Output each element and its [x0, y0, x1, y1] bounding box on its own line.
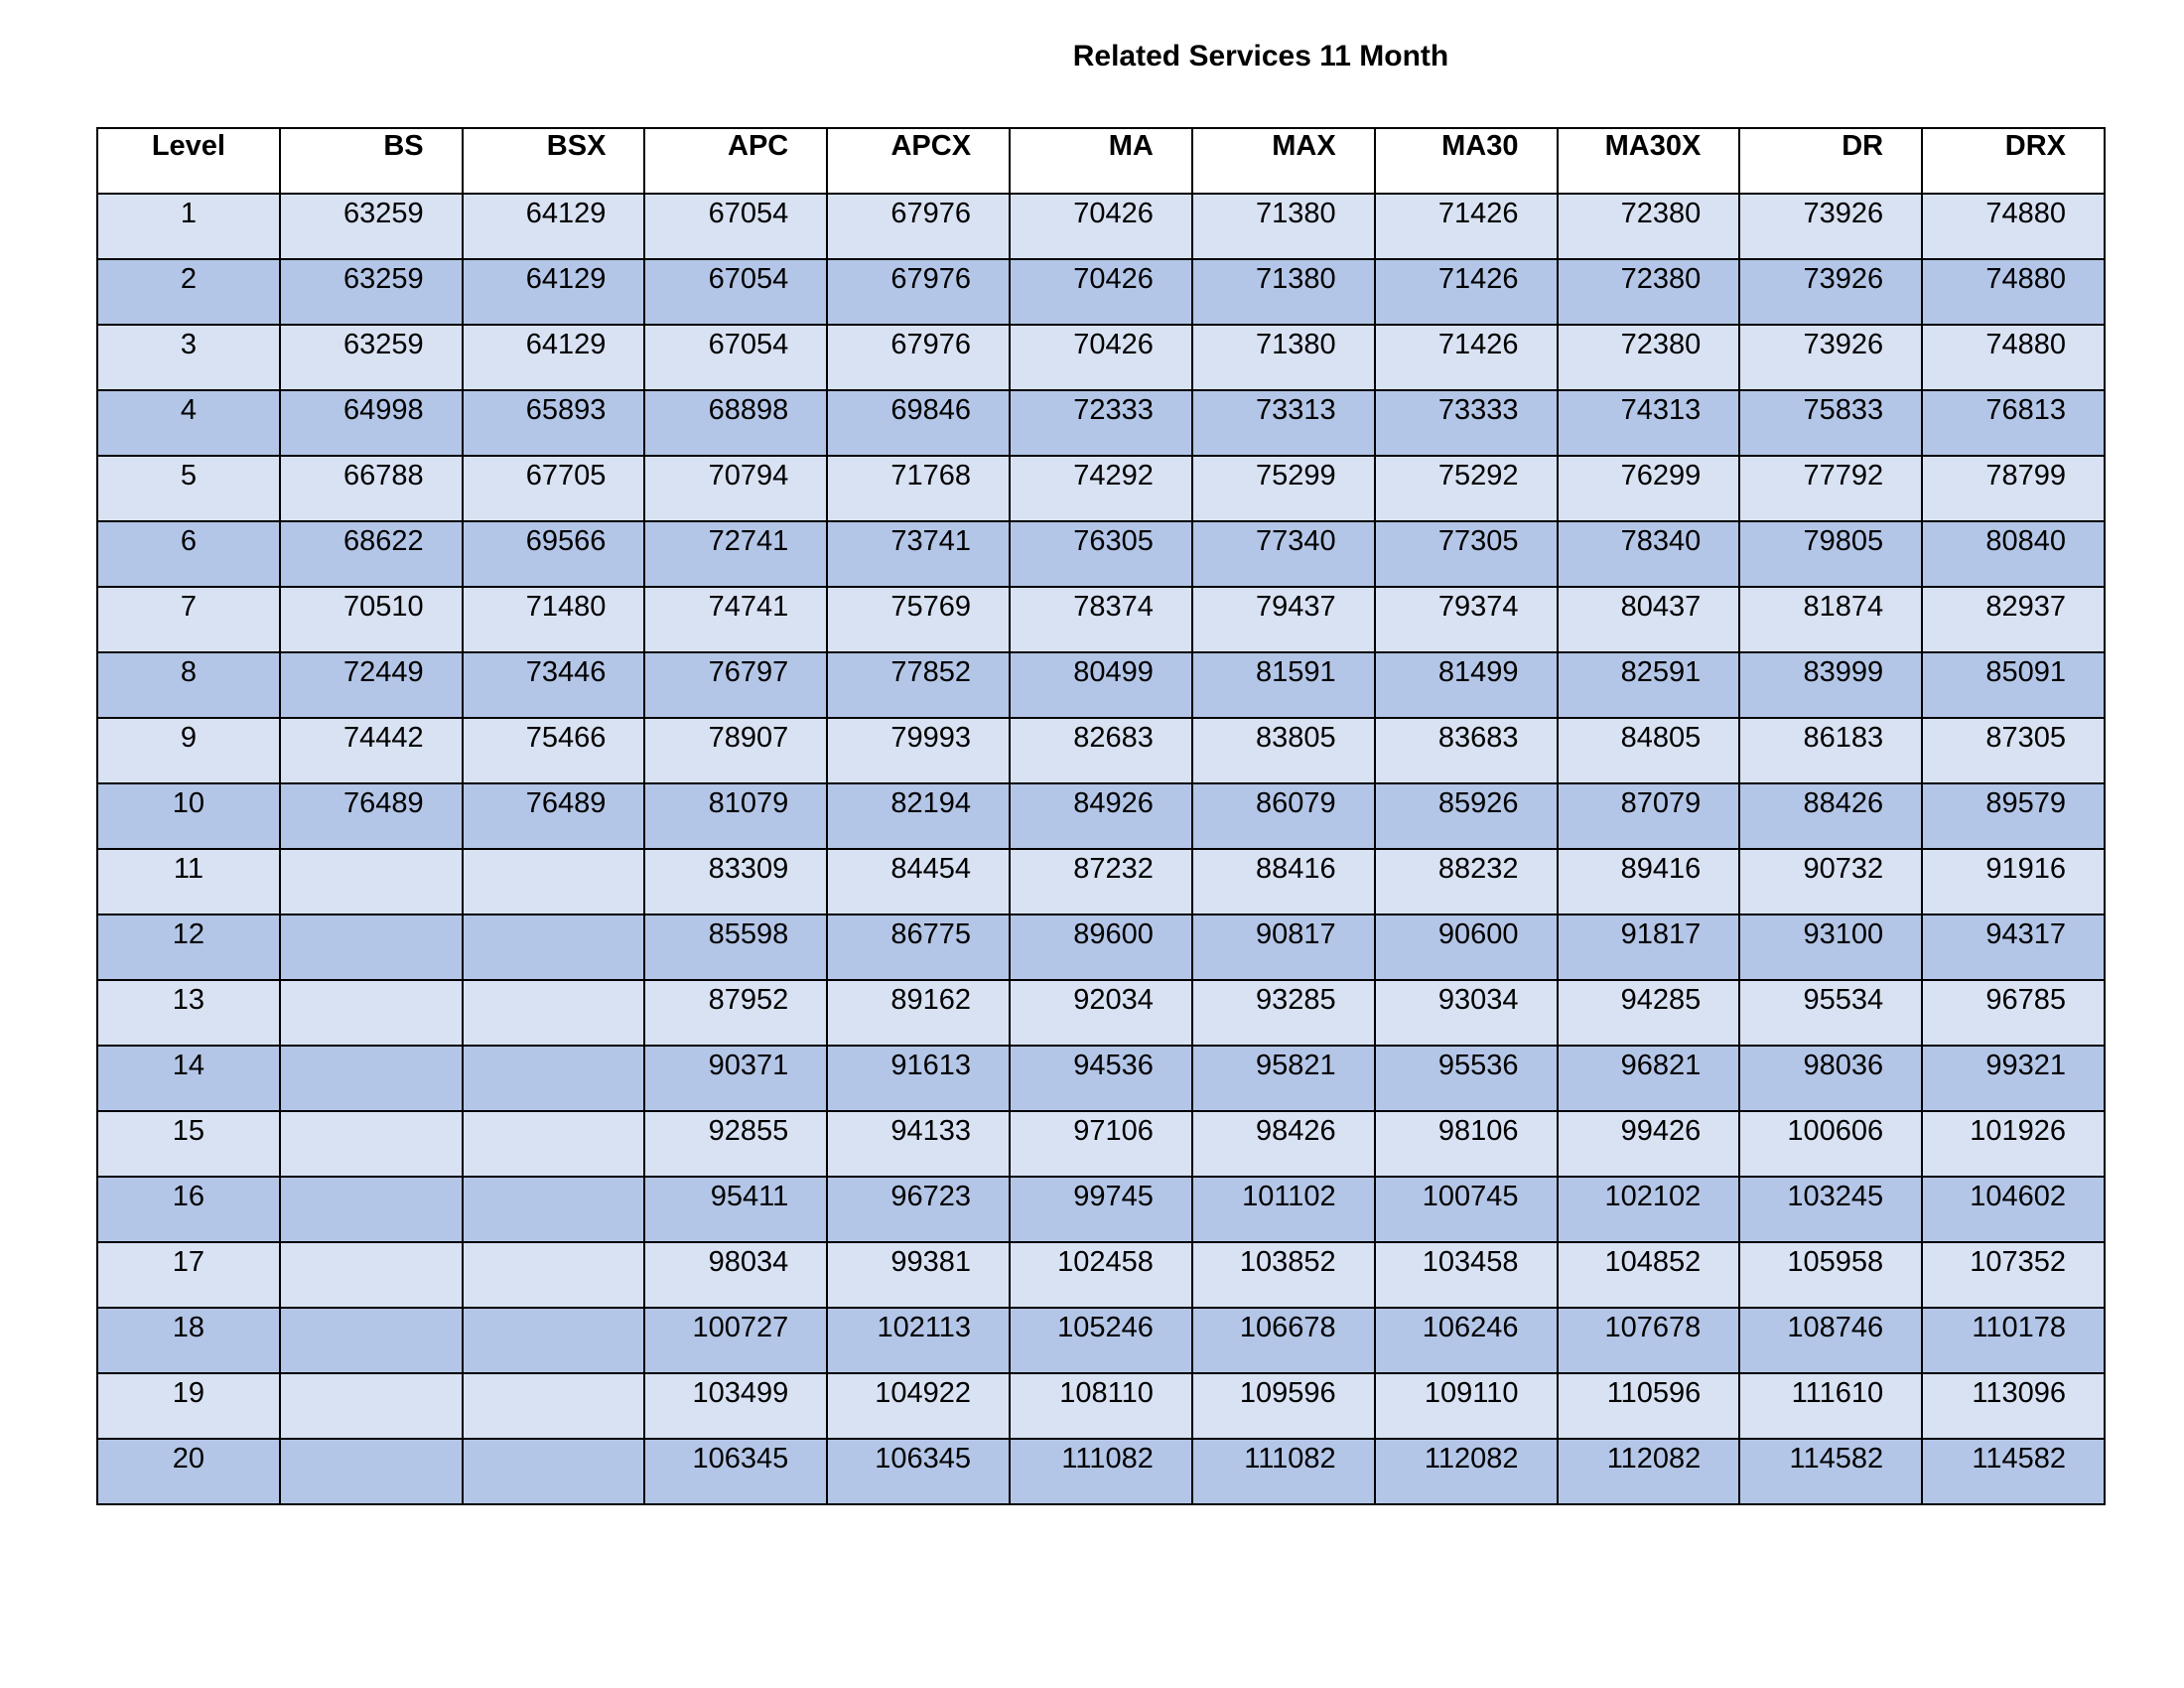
salary-cell-bsx: 71480: [463, 587, 645, 652]
salary-cell-ma30x: 94285: [1558, 980, 1740, 1046]
salary-cell-ma30x: 74313: [1558, 390, 1740, 456]
salary-table: [96, 127, 2106, 1505]
table-row: [97, 456, 2105, 521]
salary-cell-max: 81591: [1192, 652, 1375, 718]
salary-cell-dr: 75833: [1739, 390, 1922, 456]
salary-cell-ma30x: 72380: [1558, 325, 1740, 390]
salary-cell-ma: 82683: [1010, 718, 1192, 783]
salary-cell-dr: 111610: [1739, 1373, 1922, 1439]
salary-cell-apc: 106345: [644, 1439, 827, 1504]
level-cell: 10: [97, 783, 280, 849]
level-cell: 18: [97, 1308, 280, 1373]
salary-cell-max: 73313: [1192, 390, 1375, 456]
salary-cell-apc: 83309: [644, 849, 827, 914]
salary-cell-ma: 74292: [1010, 456, 1192, 521]
salary-cell-ma30x: 99426: [1558, 1111, 1740, 1177]
salary-cell-ma30x: 87079: [1558, 783, 1740, 849]
salary-cell-dr: 98036: [1739, 1046, 1922, 1111]
salary-cell-drx: 76813: [1922, 390, 2105, 456]
salary-cell-apc: 72741: [644, 521, 827, 587]
salary-cell-ma: 105246: [1010, 1308, 1192, 1373]
salary-cell-dr: 83999: [1739, 652, 1922, 718]
salary-cell-apcx: 77852: [827, 652, 1010, 718]
salary-cell-bs: [280, 1439, 463, 1504]
level-cell: 12: [97, 914, 280, 980]
salary-cell-bsx: [463, 1242, 645, 1308]
salary-cell-apcx: 73741: [827, 521, 1010, 587]
salary-cell-ma30x: 107678: [1558, 1308, 1740, 1373]
salary-cell-apcx: 79993: [827, 718, 1010, 783]
salary-cell-ma30x: 72380: [1558, 194, 1740, 259]
table-row: [97, 325, 2105, 390]
salary-cell-ma30: 73333: [1375, 390, 1558, 456]
salary-cell-drx: 74880: [1922, 259, 2105, 325]
salary-cell-bsx: [463, 1373, 645, 1439]
salary-cell-ma30: 88232: [1375, 849, 1558, 914]
table-row: [97, 390, 2105, 456]
salary-cell-dr: 103245: [1739, 1177, 1922, 1242]
page-title: Related Services 11 Month: [1072, 40, 1449, 72]
salary-cell-bsx: [463, 1439, 645, 1504]
salary-cell-bs: 74442: [280, 718, 463, 783]
salary-cell-apcx: 104922: [827, 1373, 1010, 1439]
salary-cell-max: 83805: [1192, 718, 1375, 783]
level-cell: 6: [97, 521, 280, 587]
table-row: [97, 1308, 2105, 1373]
salary-cell-ma30: 109110: [1375, 1373, 1558, 1439]
salary-cell-bs: [280, 1242, 463, 1308]
level-cell: 17: [97, 1242, 280, 1308]
salary-cell-ma30x: 96821: [1558, 1046, 1740, 1111]
salary-cell-max: 103852: [1192, 1242, 1375, 1308]
table-row: [97, 980, 2105, 1046]
salary-cell-apcx: 99381: [827, 1242, 1010, 1308]
table-row: [97, 1439, 2105, 1504]
salary-cell-drx: 89579: [1922, 783, 2105, 849]
salary-cell-apc: 67054: [644, 259, 827, 325]
salary-cell-apcx: 102113: [827, 1308, 1010, 1373]
salary-cell-dr: 105958: [1739, 1242, 1922, 1308]
salary-cell-bsx: 67705: [463, 456, 645, 521]
salary-cell-ma30: 71426: [1375, 194, 1558, 259]
salary-cell-drx: 74880: [1922, 194, 2105, 259]
salary-cell-apc: 76797: [644, 652, 827, 718]
table-row: [97, 521, 2105, 587]
salary-cell-ma: 89600: [1010, 914, 1192, 980]
salary-cell-dr: 114582: [1739, 1439, 1922, 1504]
level-cell: 5: [97, 456, 280, 521]
salary-cell-ma: 99745: [1010, 1177, 1192, 1242]
salary-cell-ma: 87232: [1010, 849, 1192, 914]
salary-cell-apcx: 82194: [827, 783, 1010, 849]
salary-cell-max: 71380: [1192, 194, 1375, 259]
salary-cell-ma30: 79374: [1375, 587, 1558, 652]
salary-cell-ma30x: 112082: [1558, 1439, 1740, 1504]
salary-cell-bsx: [463, 1046, 645, 1111]
salary-cell-ma: 108110: [1010, 1373, 1192, 1439]
salary-cell-apc: 90371: [644, 1046, 827, 1111]
salary-cell-ma: 92034: [1010, 980, 1192, 1046]
salary-cell-ma30: 75292: [1375, 456, 1558, 521]
salary-cell-bs: [280, 1373, 463, 1439]
salary-cell-ma30: 95536: [1375, 1046, 1558, 1111]
salary-cell-bsx: [463, 849, 645, 914]
table-row: [97, 194, 2105, 259]
salary-cell-max: 111082: [1192, 1439, 1375, 1504]
salary-cell-ma30x: 84805: [1558, 718, 1740, 783]
salary-cell-dr: 77792: [1739, 456, 1922, 521]
salary-cell-bsx: 64129: [463, 194, 645, 259]
salary-cell-ma30: 106246: [1375, 1308, 1558, 1373]
table-body: [97, 194, 2105, 1504]
salary-cell-dr: 90732: [1739, 849, 1922, 914]
salary-cell-ma30: 85926: [1375, 783, 1558, 849]
column-header-level: Level: [97, 128, 280, 194]
salary-cell-ma30x: 80437: [1558, 587, 1740, 652]
salary-cell-dr: 86183: [1739, 718, 1922, 783]
salary-cell-bs: 70510: [280, 587, 463, 652]
table-row: [97, 587, 2105, 652]
salary-cell-bsx: [463, 1177, 645, 1242]
salary-cell-apc: 67054: [644, 325, 827, 390]
salary-cell-apc: 85598: [644, 914, 827, 980]
header-row: [97, 128, 2105, 194]
salary-cell-dr: 95534: [1739, 980, 1922, 1046]
salary-cell-bs: 64998: [280, 390, 463, 456]
salary-cell-ma30x: 78340: [1558, 521, 1740, 587]
column-header-drx: DRX: [1922, 128, 2105, 194]
salary-cell-ma: 72333: [1010, 390, 1192, 456]
salary-cell-drx: 85091: [1922, 652, 2105, 718]
salary-cell-bsx: 64129: [463, 259, 645, 325]
table-row: [97, 1111, 2105, 1177]
salary-cell-ma30: 83683: [1375, 718, 1558, 783]
salary-cell-bs: [280, 1308, 463, 1373]
level-cell: 16: [97, 1177, 280, 1242]
column-header-apcx: APCX: [827, 128, 1010, 194]
salary-cell-ma30x: 104852: [1558, 1242, 1740, 1308]
table-row: [97, 849, 2105, 914]
salary-cell-apc: 74741: [644, 587, 827, 652]
salary-cell-apc: 67054: [644, 194, 827, 259]
salary-cell-ma30: 81499: [1375, 652, 1558, 718]
salary-cell-bs: [280, 980, 463, 1046]
salary-cell-ma: 97106: [1010, 1111, 1192, 1177]
column-header-ma30x: MA30X: [1558, 128, 1740, 194]
salary-cell-max: 71380: [1192, 325, 1375, 390]
salary-cell-ma30: 71426: [1375, 259, 1558, 325]
salary-cell-bs: [280, 1177, 463, 1242]
salary-cell-max: 109596: [1192, 1373, 1375, 1439]
salary-cell-apc: 103499: [644, 1373, 827, 1439]
table-row: [97, 1242, 2105, 1308]
salary-cell-ma: 84926: [1010, 783, 1192, 849]
salary-cell-ma: 70426: [1010, 194, 1192, 259]
salary-cell-max: 101102: [1192, 1177, 1375, 1242]
salary-cell-drx: 113096: [1922, 1373, 2105, 1439]
salary-cell-ma30: 98106: [1375, 1111, 1558, 1177]
salary-cell-apc: 98034: [644, 1242, 827, 1308]
salary-cell-apc: 87952: [644, 980, 827, 1046]
salary-cell-dr: 100606: [1739, 1111, 1922, 1177]
salary-cell-drx: 91916: [1922, 849, 2105, 914]
salary-cell-bsx: 75466: [463, 718, 645, 783]
salary-cell-ma30x: 82591: [1558, 652, 1740, 718]
salary-cell-bs: 63259: [280, 194, 463, 259]
salary-cell-bs: 68622: [280, 521, 463, 587]
salary-cell-apc: 68898: [644, 390, 827, 456]
level-cell: 1: [97, 194, 280, 259]
table-header: [97, 128, 2105, 194]
salary-cell-ma30: 103458: [1375, 1242, 1558, 1308]
salary-cell-ma30: 112082: [1375, 1439, 1558, 1504]
salary-cell-drx: 82937: [1922, 587, 2105, 652]
column-header-dr: DR: [1739, 128, 1922, 194]
column-header-ma30: MA30: [1375, 128, 1558, 194]
salary-cell-bs: 66788: [280, 456, 463, 521]
salary-cell-ma: 102458: [1010, 1242, 1192, 1308]
salary-cell-ma: 70426: [1010, 259, 1192, 325]
salary-cell-max: 95821: [1192, 1046, 1375, 1111]
salary-cell-max: 86079: [1192, 783, 1375, 849]
salary-cell-ma30: 71426: [1375, 325, 1558, 390]
salary-cell-bs: 63259: [280, 259, 463, 325]
salary-cell-drx: 80840: [1922, 521, 2105, 587]
column-header-max: MAX: [1192, 128, 1375, 194]
salary-cell-ma30x: 89416: [1558, 849, 1740, 914]
table-row: [97, 914, 2105, 980]
salary-cell-ma: 76305: [1010, 521, 1192, 587]
salary-cell-bs: [280, 1111, 463, 1177]
salary-cell-ma30: 93034: [1375, 980, 1558, 1046]
salary-cell-drx: 110178: [1922, 1308, 2105, 1373]
salary-cell-drx: 99321: [1922, 1046, 2105, 1111]
salary-cell-drx: 78799: [1922, 456, 2105, 521]
salary-cell-apc: 81079: [644, 783, 827, 849]
salary-cell-dr: 88426: [1739, 783, 1922, 849]
salary-cell-ma30: 90600: [1375, 914, 1558, 980]
level-cell: 11: [97, 849, 280, 914]
salary-cell-bsx: 76489: [463, 783, 645, 849]
salary-cell-apc: 92855: [644, 1111, 827, 1177]
salary-cell-bsx: 64129: [463, 325, 645, 390]
salary-cell-apcx: 71768: [827, 456, 1010, 521]
salary-cell-max: 75299: [1192, 456, 1375, 521]
table-row: [97, 652, 2105, 718]
level-cell: 20: [97, 1439, 280, 1504]
column-header-bsx: BSX: [463, 128, 645, 194]
salary-cell-bs: 63259: [280, 325, 463, 390]
level-cell: 9: [97, 718, 280, 783]
salary-cell-dr: 73926: [1739, 325, 1922, 390]
salary-cell-apcx: 86775: [827, 914, 1010, 980]
level-cell: 2: [97, 259, 280, 325]
salary-cell-bs: 72449: [280, 652, 463, 718]
table-row: [97, 1373, 2105, 1439]
salary-cell-apcx: 91613: [827, 1046, 1010, 1111]
salary-cell-bs: 76489: [280, 783, 463, 849]
salary-cell-dr: 81874: [1739, 587, 1922, 652]
table-row: [97, 1046, 2105, 1111]
salary-cell-apc: 78907: [644, 718, 827, 783]
salary-cell-ma: 78374: [1010, 587, 1192, 652]
level-cell: 14: [97, 1046, 280, 1111]
salary-cell-ma30x: 102102: [1558, 1177, 1740, 1242]
salary-cell-ma30: 100745: [1375, 1177, 1558, 1242]
level-cell: 3: [97, 325, 280, 390]
salary-cell-dr: 73926: [1739, 194, 1922, 259]
salary-cell-ma: 70426: [1010, 325, 1192, 390]
salary-cell-bs: [280, 1046, 463, 1111]
salary-cell-drx: 74880: [1922, 325, 2105, 390]
level-cell: 7: [97, 587, 280, 652]
salary-cell-bsx: [463, 914, 645, 980]
salary-cell-apcx: 69846: [827, 390, 1010, 456]
salary-cell-apcx: 106345: [827, 1439, 1010, 1504]
salary-cell-drx: 96785: [1922, 980, 2105, 1046]
column-header-ma: MA: [1010, 128, 1192, 194]
salary-cell-ma30x: 72380: [1558, 259, 1740, 325]
salary-cell-apcx: 75769: [827, 587, 1010, 652]
salary-cell-ma: 80499: [1010, 652, 1192, 718]
salary-cell-bsx: [463, 1111, 645, 1177]
salary-cell-max: 88416: [1192, 849, 1375, 914]
salary-cell-bs: [280, 914, 463, 980]
level-cell: 15: [97, 1111, 280, 1177]
salary-cell-apcx: 89162: [827, 980, 1010, 1046]
salary-cell-max: 93285: [1192, 980, 1375, 1046]
salary-cell-bsx: [463, 1308, 645, 1373]
salary-cell-max: 90817: [1192, 914, 1375, 980]
salary-cell-dr: 79805: [1739, 521, 1922, 587]
level-cell: 4: [97, 390, 280, 456]
salary-cell-apc: 95411: [644, 1177, 827, 1242]
salary-cell-apcx: 84454: [827, 849, 1010, 914]
salary-cell-bs: [280, 849, 463, 914]
salary-cell-dr: 108746: [1739, 1308, 1922, 1373]
salary-cell-ma: 111082: [1010, 1439, 1192, 1504]
salary-cell-max: 106678: [1192, 1308, 1375, 1373]
salary-cell-apcx: 67976: [827, 259, 1010, 325]
column-header-apc: APC: [644, 128, 827, 194]
salary-cell-apc: 70794: [644, 456, 827, 521]
salary-cell-drx: 101926: [1922, 1111, 2105, 1177]
salary-cell-ma30x: 110596: [1558, 1373, 1740, 1439]
salary-cell-bsx: 65893: [463, 390, 645, 456]
salary-cell-max: 77340: [1192, 521, 1375, 587]
salary-cell-apcx: 67976: [827, 325, 1010, 390]
salary-cell-bsx: [463, 980, 645, 1046]
level-cell: 19: [97, 1373, 280, 1439]
salary-cell-drx: 104602: [1922, 1177, 2105, 1242]
salary-cell-apc: 100727: [644, 1308, 827, 1373]
salary-cell-ma30x: 91817: [1558, 914, 1740, 980]
salary-cell-drx: 107352: [1922, 1242, 2105, 1308]
salary-cell-dr: 73926: [1739, 259, 1922, 325]
salary-cell-apcx: 67976: [827, 194, 1010, 259]
table-row: [97, 259, 2105, 325]
salary-cell-dr: 93100: [1739, 914, 1922, 980]
salary-cell-drx: 94317: [1922, 914, 2105, 980]
salary-cell-apcx: 94133: [827, 1111, 1010, 1177]
salary-cell-max: 98426: [1192, 1111, 1375, 1177]
salary-cell-ma30: 77305: [1375, 521, 1558, 587]
salary-cell-max: 79437: [1192, 587, 1375, 652]
salary-cell-apcx: 96723: [827, 1177, 1010, 1242]
salary-cell-drx: 87305: [1922, 718, 2105, 783]
salary-cell-ma: 94536: [1010, 1046, 1192, 1111]
salary-cell-ma30x: 76299: [1558, 456, 1740, 521]
level-cell: 8: [97, 652, 280, 718]
level-cell: 13: [97, 980, 280, 1046]
table-row: [97, 1177, 2105, 1242]
table-row: [97, 718, 2105, 783]
salary-cell-max: 71380: [1192, 259, 1375, 325]
column-header-bs: BS: [280, 128, 463, 194]
table-row: [97, 783, 2105, 849]
salary-cell-bsx: 73446: [463, 652, 645, 718]
salary-cell-bsx: 69566: [463, 521, 645, 587]
salary-cell-drx: 114582: [1922, 1439, 2105, 1504]
